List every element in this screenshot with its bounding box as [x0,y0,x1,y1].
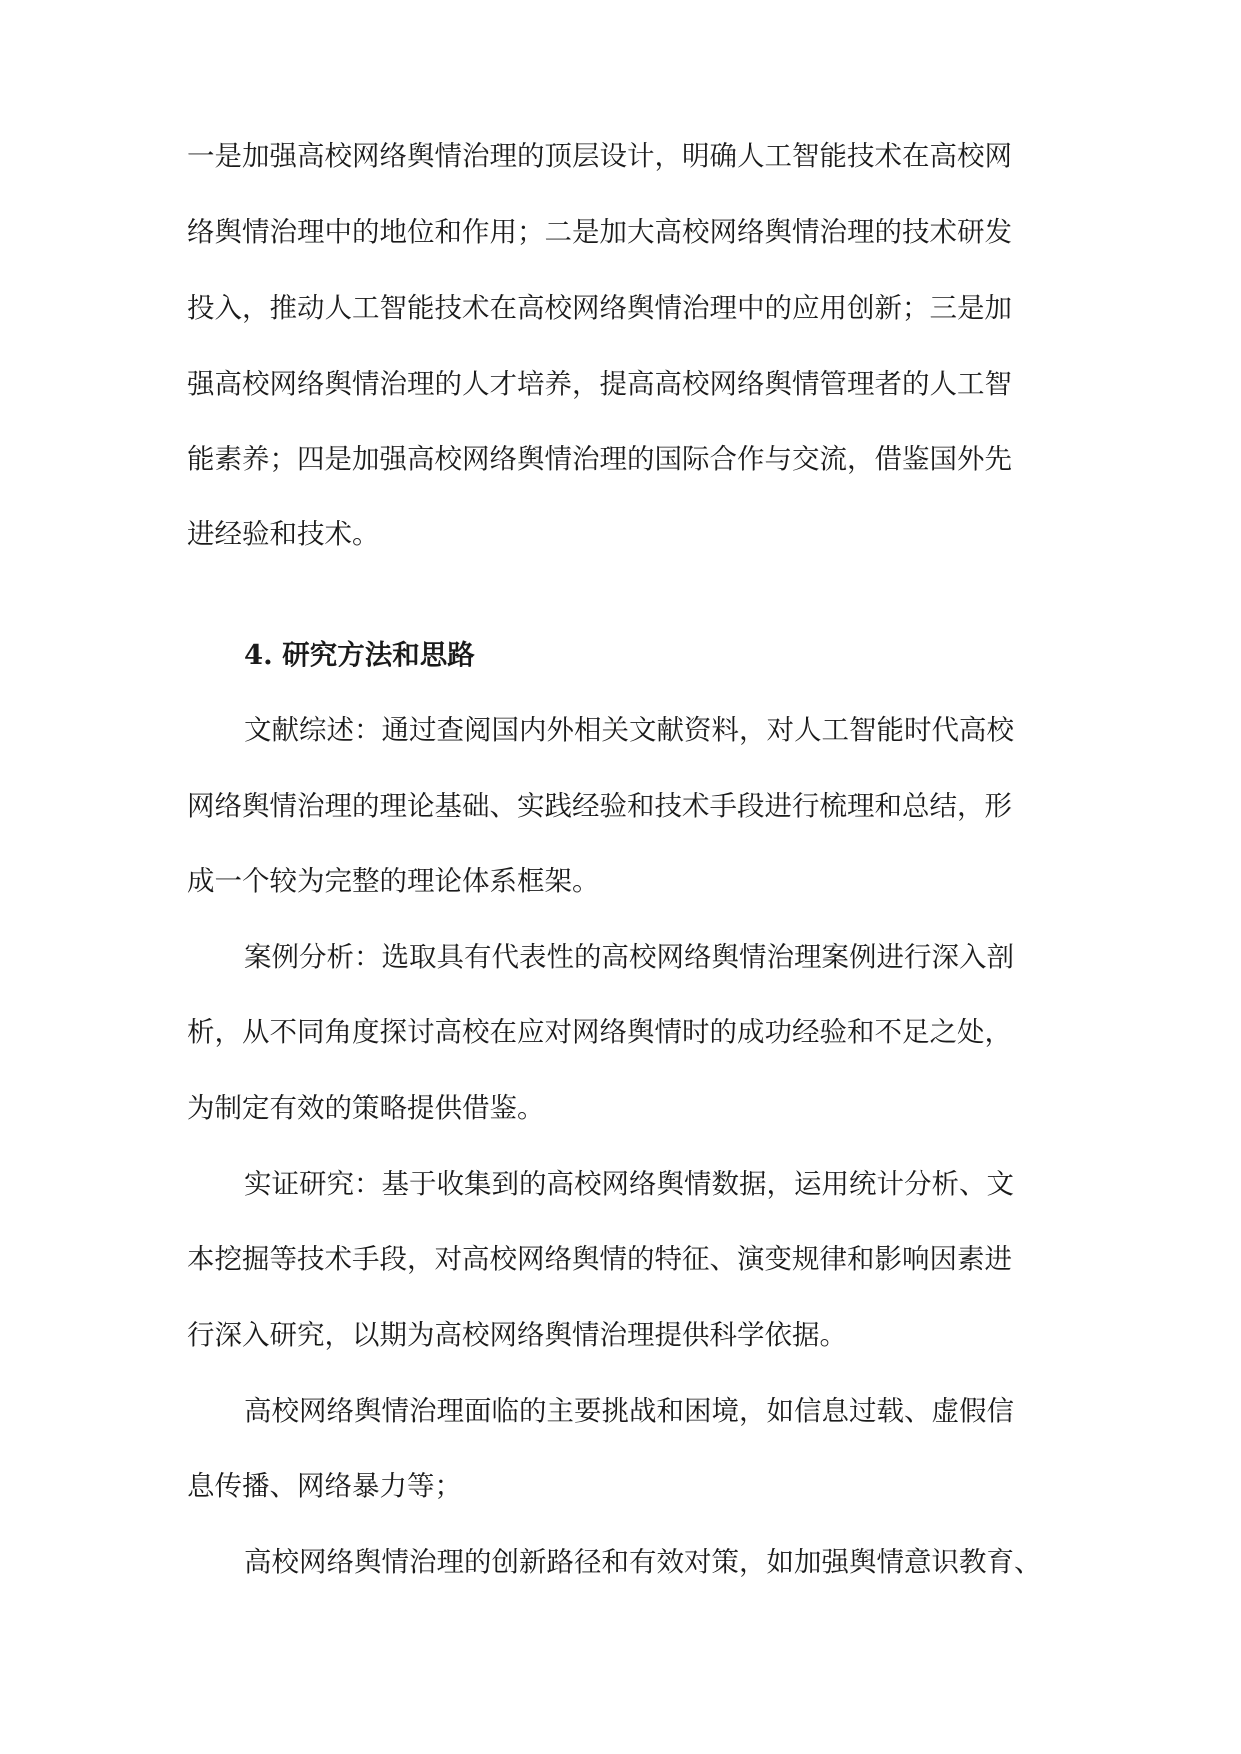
paragraph-line: 强高校网络舆情治理的人才培养，提高高校网络舆情管理者的人工智 [187,368,1012,400]
paragraph-line: 案例分析：选取具有代表性的高校网络舆情治理案例进行深入剖 [244,941,1014,973]
paragraph-line: 投入，推动人工智能技术在高校网络舆情治理中的应用创新；三是加 [187,292,1012,324]
paragraph-line: 能素养；四是加强高校网络舆情治理的国际合作与交流，借鉴国外先 [187,443,1012,475]
paragraph-line: 为制定有效的策略提供借鉴。 [187,1092,545,1124]
paragraph-line: 本挖掘等技术手段，对高校网络舆情的特征、演变规律和影响因素进 [187,1243,1012,1275]
paragraph-line: 成一个较为完整的理论体系框架。 [187,865,600,897]
paragraph-line: 高校网络舆情治理面临的主要挑战和困境，如信息过载、虚假信 [244,1395,1014,1427]
paragraph-line: 文献综述：通过查阅国内外相关文献资料，对人工智能时代高校 [244,714,1014,746]
paragraph-line: 实证研究：基于收集到的高校网络舆情数据，运用统计分析、文 [244,1168,1014,1200]
paragraph-line: 行深入研究，以期为高校网络舆情治理提供科学依据。 [187,1319,847,1351]
paragraph-line: 析，从不同角度探讨高校在应对网络舆情时的成功经验和不足之处， [187,1016,1012,1048]
paragraph-line: 息传播、网络暴力等； [187,1470,462,1502]
paragraph-line: 一是加强高校网络舆情治理的顶层设计，明确人工智能技术在高校网 [187,140,1012,172]
paragraph-line: 络舆情治理中的地位和作用；二是加大高校网络舆情治理的技术研发 [187,216,1012,248]
section-heading: 4. 研究方法和思路 [244,639,475,671]
paragraph-line: 进经验和技术。 [187,518,380,550]
paragraph-line: 高校网络舆情治理的创新路径和有效对策，如加强舆情意识教育、 [244,1546,1042,1578]
paragraph-line: 网络舆情治理的理论基础、实践经验和技术手段进行梳理和总结，形 [187,790,1012,822]
